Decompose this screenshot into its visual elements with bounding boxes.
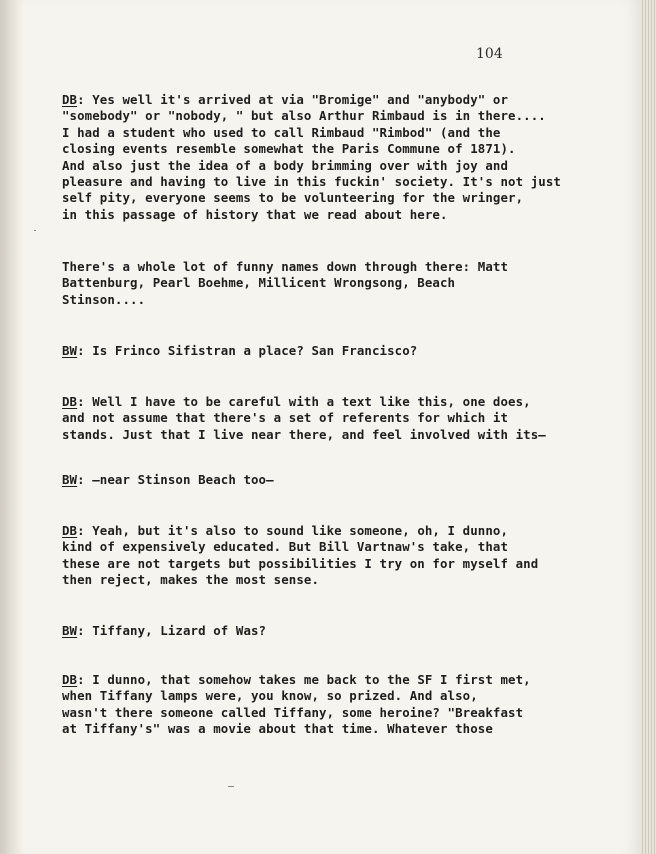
line-text: : —near Stinson Beach too— — [77, 472, 274, 487]
line-text: stands. Just that I live near there, and feel involved with its— — [62, 426, 546, 442]
line-text: self pity, everyone seems to be volunteering for the wringer, — [62, 190, 524, 206]
line-text: at Tiffany's" was a movie about that time. Whatever those — [62, 721, 493, 737]
text-line — [62, 343, 610, 359]
text-line — [62, 472, 610, 488]
paragraph-3 — [62, 343, 610, 359]
speaker-label: DB — [62, 672, 78, 687]
text-line — [62, 207, 610, 223]
book-binding-shadow — [0, 0, 24, 854]
paragraph-2 — [62, 259, 610, 308]
line-text: when Tiffany lamps were, you know, so prized. And also, — [62, 688, 478, 704]
line-text: these are not targets but possibilities I try on for myself and — [62, 555, 539, 571]
line-text: Battenburg, Pearl Boehme, Millicent Wrongsong, Beach — [62, 275, 456, 291]
text-line — [62, 141, 610, 157]
text-line — [62, 623, 610, 639]
text-line — [62, 539, 610, 555]
line-text: kind of expensively educated. But Bill Vartnaw's take, that — [62, 539, 509, 555]
line-text: "somebody" or "nobody, " but also Arthur Rimbaud is in there.... — [62, 108, 546, 124]
text-line — [62, 92, 610, 108]
line-text: and not assume that there's a set of referents for which it — [62, 410, 509, 426]
line-text: : Yes well it's arrived at via "Bromige" and "anybody" or — [77, 92, 509, 107]
ink-mark — [228, 786, 234, 787]
paragraph-1 — [62, 92, 610, 223]
line-text: And also just the idea of a body brimming over with joy and — [62, 157, 509, 173]
line-text: Stinson.... — [62, 291, 146, 307]
text-line — [62, 410, 610, 426]
text-line — [62, 158, 610, 174]
line-text: : Yeah, but it's also to sound like someone, oh, I dunno, — [77, 523, 509, 538]
paragraph-4 — [62, 394, 610, 443]
text-line — [62, 292, 610, 308]
paragraph-7 — [62, 623, 610, 639]
text-line — [62, 259, 610, 275]
text-line — [62, 705, 610, 721]
text-line — [62, 721, 610, 737]
text-line — [62, 672, 610, 688]
page-number: 104 — [476, 46, 503, 62]
speaker-label: DB — [62, 394, 78, 409]
line-text: There's a whole lot of funny names down through there: Matt — [62, 259, 509, 274]
speaker-label: DB — [62, 523, 78, 538]
text-line — [62, 394, 610, 410]
speaker-label: DB — [62, 92, 78, 107]
speaker-label: BW — [62, 472, 78, 487]
paragraph-5 — [62, 472, 610, 488]
line-text: : Is Frinco Sifistran a place? San Francisco? — [77, 343, 418, 358]
text-line — [62, 556, 610, 572]
line-text: in this passage of history that we read about here. — [62, 206, 448, 222]
text-line — [62, 108, 610, 124]
text-line — [62, 523, 610, 539]
line-text: pleasure and having to live in this fuckin' society. It's not just — [62, 174, 561, 190]
text-line — [62, 190, 610, 206]
text-line — [62, 688, 610, 704]
paragraph-6 — [62, 523, 610, 589]
line-text: : I dunno, that somehow takes me back to the SF I first met, — [77, 672, 531, 687]
line-text: closing events resemble somewhat the Paris Commune of 1871). — [62, 141, 516, 157]
text-line — [62, 572, 610, 588]
paragraph-8 — [62, 672, 610, 738]
ink-mark — [34, 230, 36, 231]
line-text: wasn't there someone called Tiffany, some heroine? "Breakfast — [62, 704, 524, 720]
text-line — [62, 174, 610, 190]
line-text: I had a student who used to call Rimbaud "Rimbod" (and the — [62, 124, 501, 140]
line-text: : Well I have to be careful with a text like this, one does, — [77, 394, 531, 409]
text-line — [62, 275, 610, 291]
speaker-label: BW — [62, 343, 78, 358]
text-line — [62, 125, 610, 141]
text-line — [62, 427, 610, 443]
line-text: then reject, makes the most sense. — [62, 572, 320, 588]
line-text: : Tiffany, Lizard of Was? — [77, 623, 267, 638]
speaker-label: BW — [62, 623, 78, 638]
page-edges — [640, 0, 656, 854]
